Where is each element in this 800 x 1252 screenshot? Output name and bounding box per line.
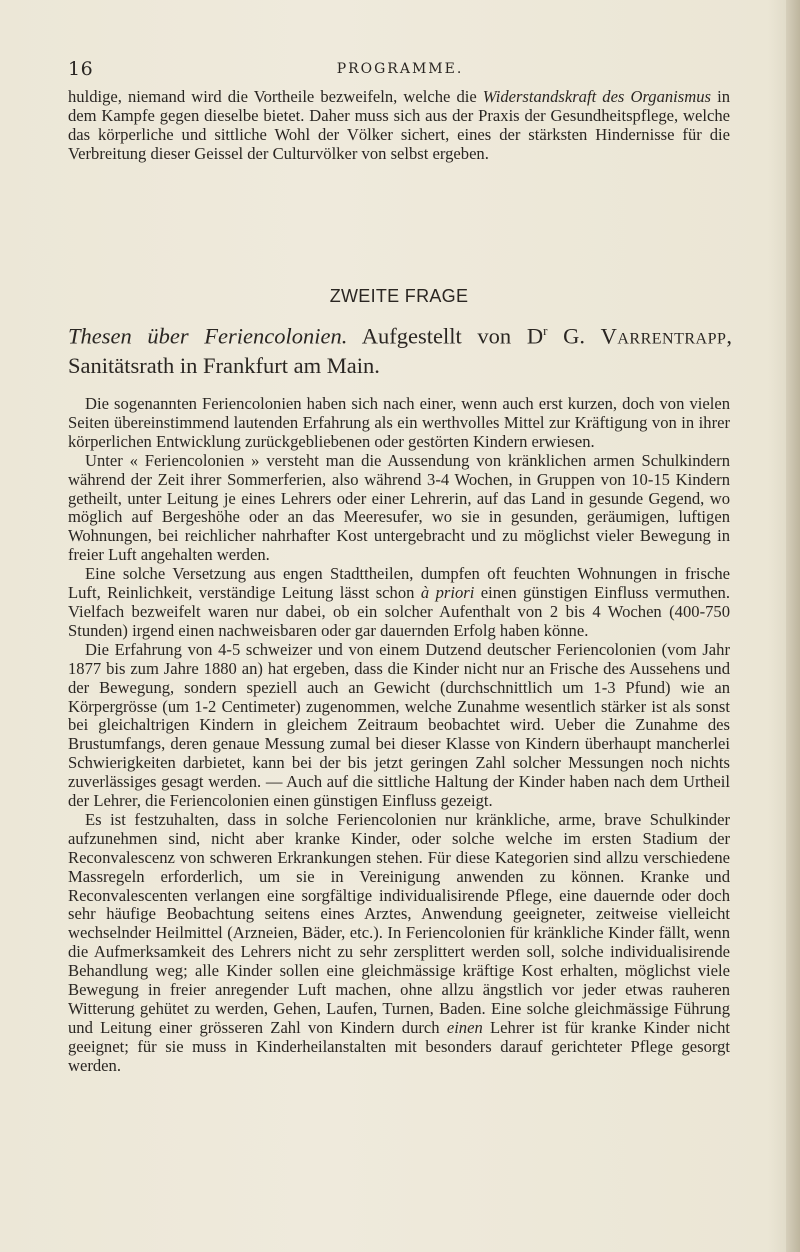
title-italic: Thesen über Feriencolonien.: [68, 323, 348, 349]
paragraph-4: Die Erfahrung von 4-5 schweizer und von einem Dutzend deutscher Feriencolonien (vom Jahr 1877 bis zum Jahre 1880 an) hat ergeben, dass die Kinder nicht nur an Frische des Aussehens und der Bewegung, sondern speziell auch an Gewicht (durchschnittlich um 1-3 Pfund) wie an Körpergrösse (um 1-2 Centimeter) zugenommen, welche Zunahme wesentlich stärker ist als sonst bei gleichaltrigen Kindern in gleichem Zeitraum beobachtet wird. Ueber die Zunahme des Brustumfangs, deren genaue Messung zumal bei dieser Klasse von Kindern überhaupt mancherlei Schwierigkeiten darbietet, kann bei der bis jetzt geringen Zahl solcher Messungen noch nichts zuverlässiges gesagt werden. — Auch auf die sittliche Haltung der Kinder haben nach dem Urtheil der Lehrer, die Feriencolonien einen günstigen Einfluss gezeigt.: [68, 639, 730, 811]
paragraph-5-italic: einen: [446, 1017, 483, 1037]
page-number: 16: [68, 58, 94, 80]
page-edge-shadow: [786, 0, 800, 1252]
section-heading: ZWEITE FRAGE: [329, 286, 469, 306]
body-text: [68, 395, 730, 1076]
paragraph-3-italic: à priori: [420, 583, 475, 603]
paragraph-3: Eine solche Versetzung aus engen Stadttheilen, dumpfen oft feuchten Wohnungen in frische Luft, Reinlichkeit, verständige Leitung lässt schon à priori einen günstigen Einfluss vermuthen. Vielfach bezweifelt waren nur dabei, ob ein solcher Aufenthalt von 2 bis 4 Wochen (400-750 Stunden) irgend einen nachweisbaren oder gar dauernden Erfolg haben könne.: [68, 564, 730, 640]
running-head: PROGRAMME.: [336, 61, 464, 77]
author-name: Varrentrapp: [600, 323, 727, 349]
paragraph-1: Die sogenannten Feriencolonien haben sich nach einer, wenn auch erst kurzen, doch von vielen Seiten übereinstimmend lautenden Erfahrung als ein werthvolles Mittel zur Kräftigung von in ihrer körperlichen Entwicklung zurückgebliebenen oder gestörten Kindern erwiesen.: [68, 394, 730, 451]
intro-text: huldige, niemand wird die Vortheile bezweifeln, welche die Widerstandskraft des Organismus in dem Kampfe gegen dieselbe bietet. Daher muss sich aus der Praxis der Gesundheitspflege, welche das körperliche und sittliche Wohl der Völker sichert, eines der stärksten Hindernisse für die Verbreitung dieser Geissel der Culturvölker von selbst ergeben.: [68, 87, 730, 163]
title-superscript: r: [543, 323, 548, 338]
paragraph-2: Unter « Feriencolonien » versteht man die Aussendung von kränklichen armen Schulkindern während der Zeit ihrer Sommerferien, also während 3-4 Wochen, in Gruppen von 10-15 Kindern getheilt, unter Leitung je eines Lehrers oder einer Lehrerin, auf das Land in gesunde Gegend, wo möglich auf Bergeshöhe oder an das Meeresufer, wo sie in gesunden, geräumigen, luftigen Wohnungen, bei reichlicher nahrhafter Kost untergebracht und zu möglichst vieler Bewegung in freier Luft angehalten werden.: [68, 450, 730, 565]
article-title: Thesen über Feriencolonien. Aufgestellt von $D^r$ G. Varrentrapp, Sanitätsrath in Frankfurt am Main.: [68, 323, 733, 378]
intro-italic-phrase: Widerstandskraft des Organismus: [482, 87, 711, 106]
intro-paragraph: [68, 88, 730, 164]
page-header: [68, 58, 732, 84]
paragraph-5: Es ist festzuhalten, dass in solche Feriencolonien nur kränkliche, arme, brave Schulkinder aufzunehmen sind, nicht aber kranke Kinder, oder solche welche im ersten Stadium der Reconvalescenz von schweren Erkrankungen stehen. Für diese Kategorien sind allzu verschiedene Massregeln erforderlich, um sie in Vereinigung anwenden zu können. Kranke und Reconvalescenten verlangen eine sorgfältige individualisirende Pflege, eine dauernde oder doch sehr häufige Beobachtung seitens eines Arztes, Anwendung geeigneter, zeitweise vielleicht wechselnder Heilmittel (Arzneien, Bäder, etc.). In Feriencolonien für kränkliche Kinder fällt, wenn die Aufmerksamkeit des Lehrers nicht zu sehr zersplittert werden soll, solche individualisirende Behandlung weg; alle Kinder sollen eine gleichmässige kräftige Kost erhalten, möglichst viele Bewegung in freier anregender Luft machen, ohne allzu ängstlich vor jeder etwas rauheren Witterung gehütet zu werden, Gehen, Laufen, Turnen, Baden. Eine solche gleichmässige Führung und Leitung einer grösseren Zahl von Kindern durch einen Lehrer ist für kranke Kinder nicht geeignet; für sie muss in Kinderheilanstalten mit besonders darauf gerichteter Pflege gesorgt werden.: [68, 809, 730, 1075]
